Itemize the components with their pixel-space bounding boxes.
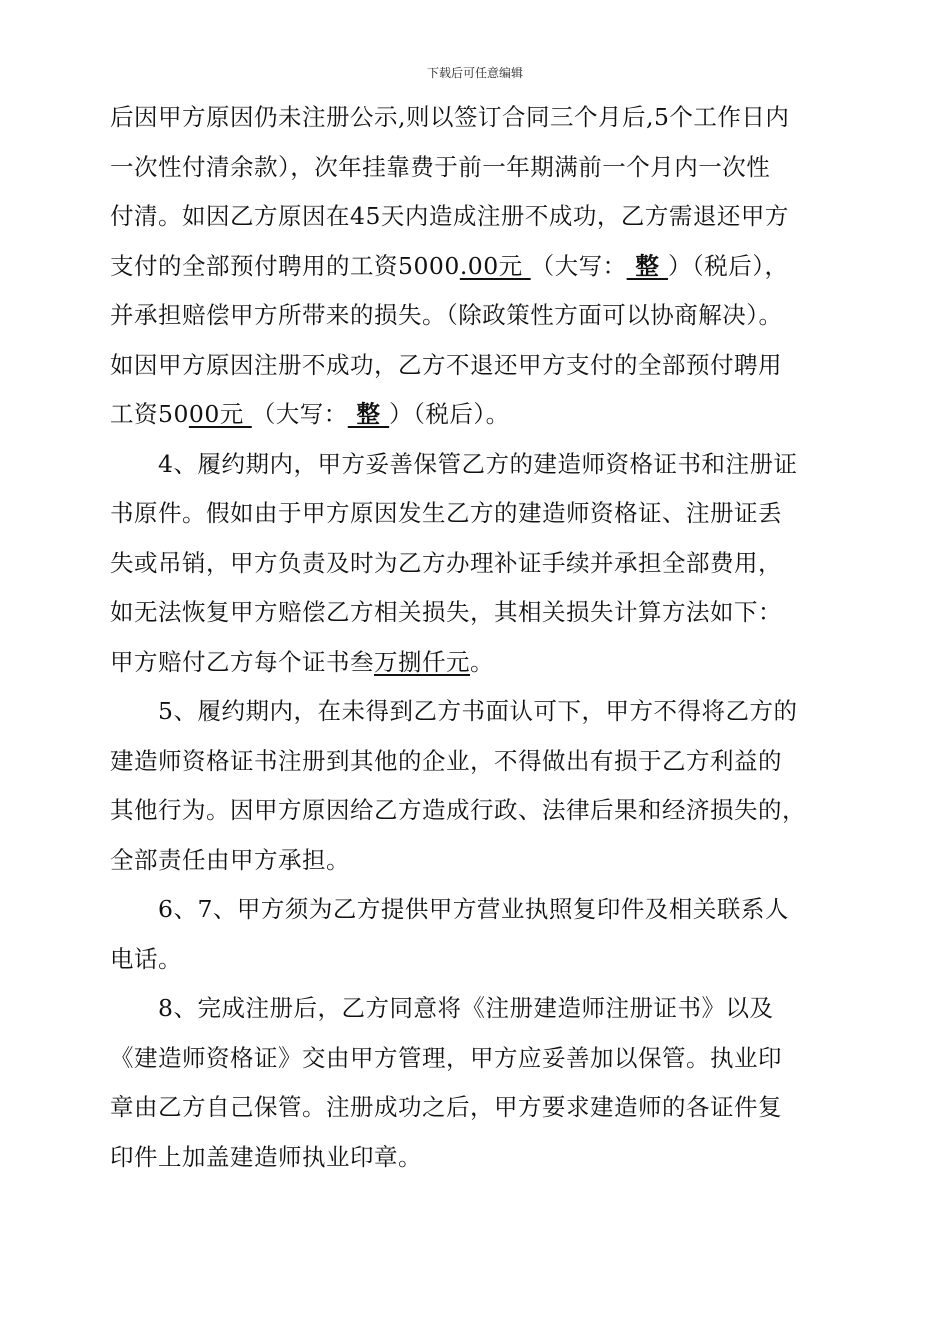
text-segment: （大写：	[251, 400, 348, 428]
text-line	[110, 196, 870, 246]
text-segment: 全部责任由甲方承担。	[110, 845, 350, 874]
text-segment: 建造师资格证书注册到其他的企业，不得做出有损于乙方利益的	[110, 746, 782, 775]
text-segment: 付清。如因乙方原因在45天内造成注册不成功，乙方需退还甲方	[110, 202, 789, 230]
text-line	[110, 1137, 870, 1187]
text-segment: 支付的全部预付聘用的工资5000	[110, 251, 460, 280]
text-line	[110, 543, 870, 593]
text-segment: ）（税后）。	[389, 400, 510, 428]
text-segment: 章由乙方自己保管。注册成功之后，甲方要求建造师的各证件复	[110, 1093, 782, 1121]
page-header: 下载后可任意编辑	[426, 66, 523, 80]
text-line	[110, 592, 870, 642]
filled-blank: .00元	[459, 251, 531, 280]
text-line	[110, 246, 870, 296]
text-line	[110, 444, 870, 494]
text-line	[110, 345, 870, 395]
filled-blank: 00元	[188, 400, 252, 428]
text-segment: 如无法恢复甲方赔偿乙方相关损失，其相关损失计算方法如下：	[110, 598, 782, 626]
text-line	[110, 988, 870, 1038]
text-segment: 甲方赔付乙方每个证书叁	[110, 647, 374, 676]
text-line	[110, 295, 870, 345]
text-line	[110, 741, 870, 791]
text-segment: 工资50	[110, 400, 189, 428]
text-line	[110, 889, 870, 939]
text-segment: 《建造师资格证》交由甲方管理，甲方应妥善加以保管。执业印	[110, 1043, 782, 1072]
filled-blank: 整	[626, 251, 669, 280]
text-line	[110, 493, 870, 543]
contract-body-text	[110, 97, 870, 1186]
text-line	[110, 642, 870, 692]
filled-blank: 万捌仟元	[374, 647, 470, 676]
text-line	[110, 1038, 870, 1088]
text-segment: ）（税后），	[668, 251, 789, 280]
text-line	[110, 691, 870, 741]
text-segment: 印件上加盖建造师执业印章。	[110, 1142, 422, 1171]
text-line	[110, 790, 870, 840]
text-segment: 6、7、甲方须为乙方提供甲方营业执照复印件及相关联系人	[158, 895, 789, 923]
text-line	[110, 97, 870, 147]
filled-blank: 整	[347, 400, 390, 428]
text-segment: 其他行为。因甲方原因给乙方造成行政、法律后果和经济损失的，	[110, 796, 806, 824]
text-segment: 并承担赔偿甲方所带来的损失。（除政策性方面可以协商解决）。	[110, 301, 783, 329]
text-line	[110, 939, 870, 989]
text-segment: （大写：	[530, 251, 627, 280]
text-segment: 5、履约期内，在未得到乙方书面认可下，甲方不得将乙方的	[158, 697, 798, 725]
text-segment: 8、完成注册后，乙方同意将《注册建造师注册证书》以及	[158, 994, 774, 1022]
text-line	[110, 840, 870, 890]
text-segment: 书原件。假如由于甲方原因发生乙方的建造师资格证、注册证丢	[110, 499, 782, 527]
text-segment: 如因甲方原因注册不成功，乙方不退还甲方支付的全部预付聘用	[110, 350, 782, 379]
text-segment: 。	[470, 647, 494, 676]
text-line	[110, 1087, 870, 1137]
text-line	[110, 394, 870, 444]
text-segment: 4、履约期内，甲方妥善保管乙方的建造师资格证书和注册证	[158, 449, 798, 478]
text-segment: 后因甲方原因仍未注册公示,则以签订合同三个月后,5个工作日内	[110, 103, 790, 131]
text-line	[110, 147, 870, 197]
text-segment: 一次性付清余款），次年挂靠费于前一年期满前一个月内一次性	[110, 152, 771, 181]
text-segment: 电话。	[110, 944, 182, 973]
text-segment: 失或吊销，甲方负责及时为乙方办理补证手续并承担全部费用，	[110, 548, 782, 577]
